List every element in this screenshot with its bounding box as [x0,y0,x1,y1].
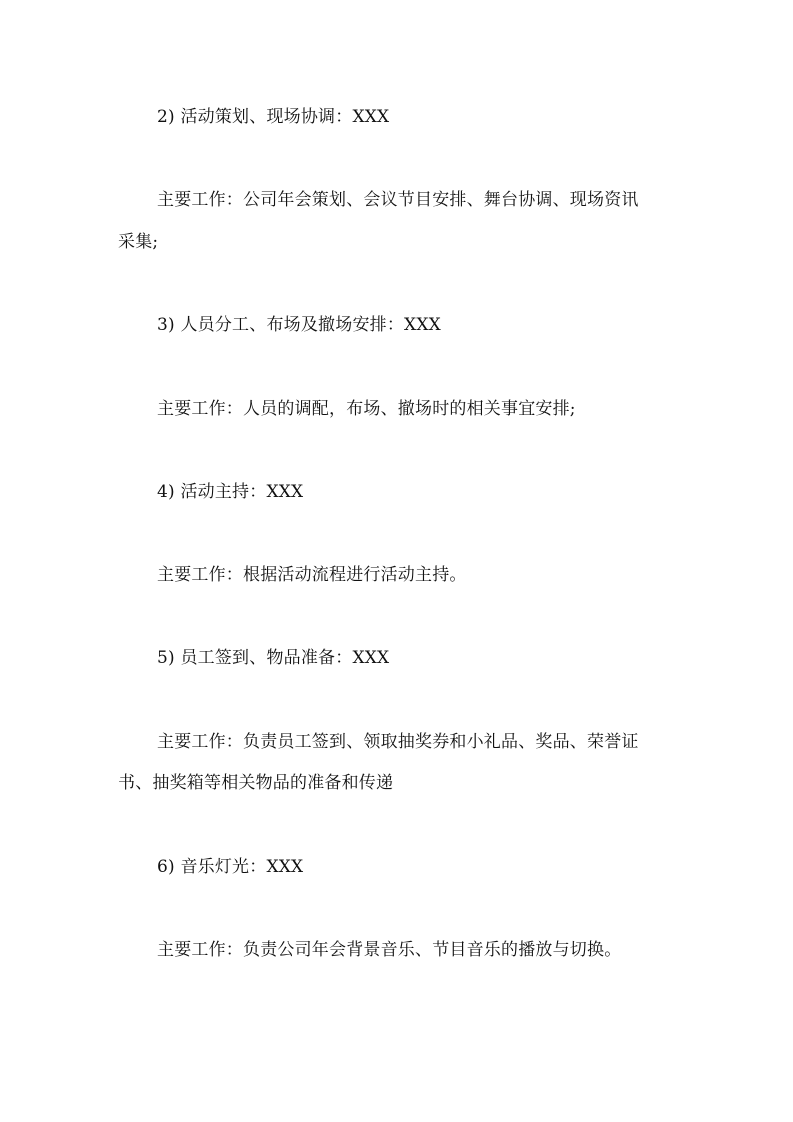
section-body-4: 主要工作：根据活动流程进行活动主持。 [157,565,467,585]
section-heading-3: 3) 人员分工、布场及撤场安排：XXX [157,315,441,335]
section-body-5-line-2: 书、抽奖箱等相关物品的准备和传递 [118,773,394,793]
section-body-2-line-1: 主要工作：公司年会策划、会议节目安排、舞台协调、现场资讯 [157,190,639,210]
section-body-3: 主要工作：人员的调配，布场、撤场时的相关事宜安排; [157,399,576,419]
section-body-5-line-1: 主要工作：负责员工签到、领取抽奖券和小礼品、奖品、荣誉证 [157,732,639,752]
section-heading-6: 6) 音乐灯光：XXX [157,857,304,877]
section-body-6: 主要工作：负责公司年会背景音乐、节目音乐的播放与切换。 [157,940,622,960]
section-heading-5: 5) 员工签到、物品准备：XXX [157,648,390,668]
section-body-2-line-2: 采集; [118,232,159,252]
section-heading-2: 2) 活动策划、现场协调：XXX [157,107,390,127]
section-heading-4: 4) 活动主持：XXX [157,482,304,502]
